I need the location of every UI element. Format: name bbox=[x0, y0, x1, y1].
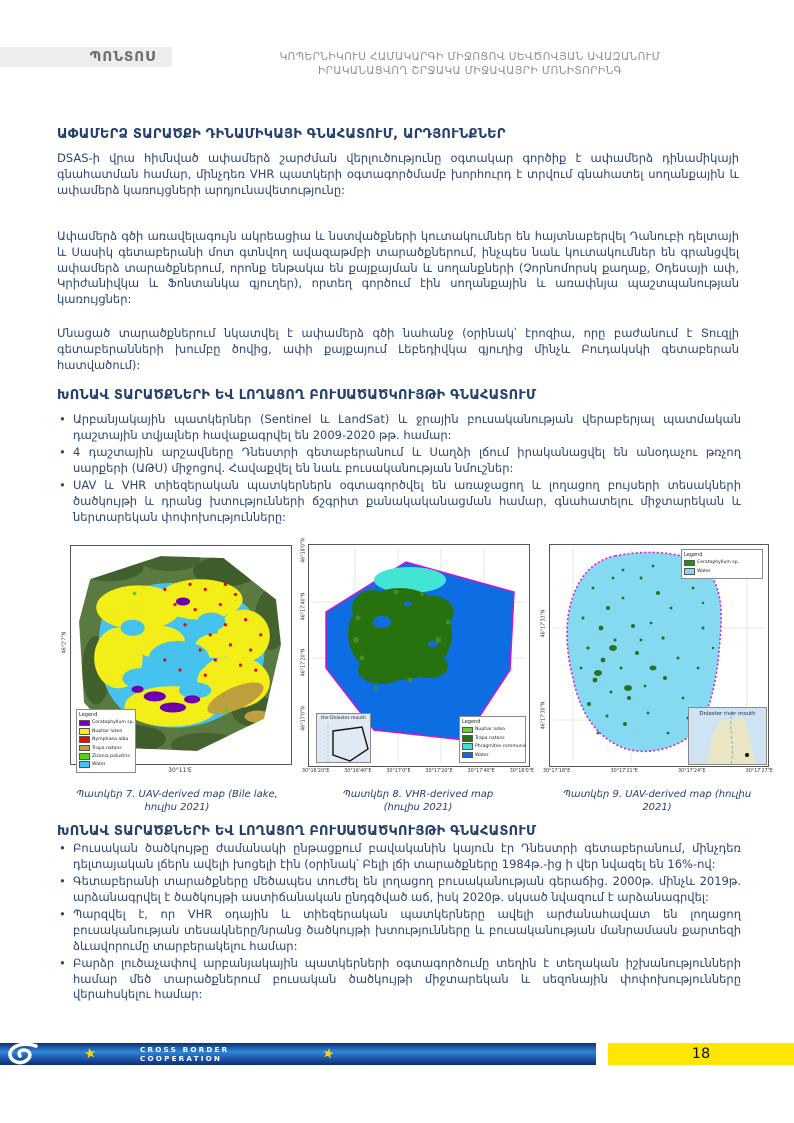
legend-swatch bbox=[684, 568, 695, 575]
legend-row bbox=[79, 745, 133, 752]
bullet-item: • Պարզվել է, որ VHR օդային և տիեզերական պատկերները ավելի արժանահավատ են լողացող բուսականության տեսակները/նրանց ծածկույթի խտությունները և բուսականության մանրամասն քարտեզի ձևավորումը տարբերակելու համար: bbox=[57, 907, 741, 954]
page-number-box bbox=[608, 1043, 794, 1065]
legend-label: Zizania palustris bbox=[92, 753, 130, 759]
fig9-inset-river bbox=[692, 711, 767, 765]
fig8-inset-label: the Dniester mouth bbox=[321, 716, 366, 721]
fig8-x-tick: 30°18'0"E bbox=[509, 769, 534, 774]
fig8-y-tick: 46°18'0"N bbox=[301, 538, 307, 563]
fig9-legend bbox=[681, 549, 763, 579]
legend-swatch bbox=[684, 560, 695, 567]
legend-swatch bbox=[79, 753, 90, 760]
fig8-legend bbox=[459, 716, 526, 763]
fig9-map-frame bbox=[549, 544, 769, 767]
fig9-inset-label: Dniester river mouth bbox=[699, 711, 756, 717]
figure-8 bbox=[296, 520, 540, 788]
bullet-item: • Արբանյակային պատկերներ (Sentinel և LandSat) և ջրային բուսականության վերաբերյալ պատմական դաշտային տվյալներ հավաքագրվել են 2009-2020 թթ. համար: bbox=[57, 412, 741, 443]
fig9-x-tick: 30°17'18"E bbox=[543, 769, 571, 774]
legend-row bbox=[684, 560, 760, 567]
figure-captions-row bbox=[58, 788, 774, 814]
legend-label: Nuphar lutea bbox=[92, 728, 122, 734]
fig8-y-tick: 46°17'0"N bbox=[301, 706, 307, 731]
legend-row bbox=[462, 727, 523, 734]
fig9-x-tick: 30°17'24"E bbox=[678, 769, 706, 774]
fig9-x-tick: 30°17'21"E bbox=[610, 769, 638, 774]
fig8-x-tick: 30°17'0"E bbox=[386, 769, 411, 774]
star-icon: ★ bbox=[82, 1045, 98, 1063]
legend-row bbox=[79, 728, 133, 735]
pontos-logo-text: ՊՈՆՏՈՍ bbox=[89, 49, 156, 65]
legend-row bbox=[462, 743, 527, 750]
legend-swatch bbox=[79, 736, 90, 743]
legend-label: Water bbox=[475, 752, 489, 758]
fig7-y-axis-label: 46°2'7"N bbox=[62, 631, 68, 654]
footer-program-name bbox=[140, 1046, 229, 1063]
legend-label: Nuphar lutea bbox=[475, 727, 505, 733]
fig9-y-tick: 46°17'33"N bbox=[541, 609, 547, 638]
section1-paragraph-2: Ափամերձ գծի առավելագույն ակրեացիա և նստվածքների կուտակումներ են հայտնաբերվել Դանուբի դելտայի և Սասիկ գետաբերանի մոտ գտնվող ավազաթմբի տարածքներում, ինչպես նաև կուտակումներ են գրանցվել ափամերձ տարածքներում, որոնք ենթակա են քայքայման և սողանքների (Չորնոմորսկ քաղաք, Օդեսայի ափ, Կրիժանիվկա և Ֆոնտանկա գյուղեր), որտեղ գործում էին սողանքային և առափնյա պաշտպանության կառույցներ: bbox=[57, 229, 739, 307]
legend-row bbox=[684, 568, 760, 575]
header-line1: ԿՈՊԵՐՆԻԿՈՒՍ ՀԱՄԱԿԱՐԳԻ ՄԻՋՈՑՈՎ ՍԵՎԾՈՎՅԱՆ ԱՎԱԶԱՆՈՒՄ bbox=[279, 51, 661, 63]
fig9-legend-title: Legend bbox=[684, 552, 703, 558]
bullet-item: • Բուսական ծածկույթը ժամանակի ընթացքում բավականին կայուն էր Դնեստրի գետաբերանում, մինչդեռ դելտայական լճերն ավելի խոցելի էին (օրինակ՝ Բելի լճի տարածքները 1984թ.-ից ի վեր նվազել են 16%-ով: bbox=[57, 841, 741, 872]
legend-row bbox=[79, 753, 133, 760]
fig8-y-tick: 46°17'40"N bbox=[301, 592, 307, 621]
legend-label: Nymphaea alba bbox=[92, 737, 129, 743]
fig8-x-axis-ticks bbox=[302, 769, 534, 774]
section1-paragraph-3: Մնացած տարածքներում նկատվել է ափամերձ գծի նահանջ (օրինակ՝ էրոզիա, որը բաժանում է Տուզլի գետաբերանների խումբը ծովից, ափի քայքայում Լեբեդիվկա գյուղից մինչև Բուդակսկի գետաբերան հատվածում): bbox=[57, 326, 739, 372]
legend-label: Ceratophyllum sp. bbox=[92, 720, 135, 726]
fig9-x-axis-ticks bbox=[543, 769, 773, 774]
section2-title: ԽՈՆԱՎ ՏԱՐԱԾՔՆԵՐԻ ԵՎ ԼՈՂԱՑՈՂ ԲՈՒՍԱԾԱԾԿՈՒՅԹԻ ԳՆԱՀԱՏՈՒՄ bbox=[57, 388, 537, 403]
fig7-legend-title: Legend bbox=[79, 712, 98, 718]
header-title-block bbox=[235, 50, 705, 78]
fig8-x-tick: 30°16'40"E bbox=[344, 769, 372, 774]
legend-row bbox=[79, 720, 133, 727]
header-logo-box bbox=[0, 47, 172, 67]
legend-label: Water bbox=[92, 762, 106, 768]
section3-bullet-list bbox=[57, 841, 741, 1005]
header-line2: ԻՐԱԿԱՆԱՑՎՈՂ ՇՐՋԱԿԱ ՄԻՋԱՎԱՅՐԻ ՄՈՆԻՏՈՐԻՆԳ bbox=[318, 65, 622, 77]
legend-row bbox=[462, 735, 523, 742]
fig7-caption: Պատկեր 7. UAV-derived map (Bile lake, հուլիս 2021) bbox=[76, 789, 278, 813]
bullet-item: • 4 դաշտային արշավները Դնեստրի գետաբերանում և Սաղձի լճում իրականացվել են անօդաչու թռչող սարքերի (ԱԹՍ) միջոցով. Հավաքվել են նաև բուսականության նմուշներ: bbox=[57, 445, 741, 476]
legend-swatch bbox=[79, 720, 90, 727]
legend-label: Water bbox=[697, 568, 711, 574]
fig8-x-tick: 30°16'20"E bbox=[302, 769, 330, 774]
figure-7 bbox=[56, 520, 298, 788]
fig8-legend-title: Legend bbox=[462, 719, 481, 725]
bullet-item: • Բարձր լուծաչափով արբանյակային պատկերների օգտագործումը տեղին է տեղական իշխանությունների համար մեծ տարածքներում բուսական ծածկույթի միջտարեկան և սեզոնային փոփոխությունները վերահսկելու համար: bbox=[57, 956, 741, 1003]
legend-swatch bbox=[79, 728, 90, 735]
footer-banner bbox=[0, 1043, 596, 1065]
legend-swatch bbox=[462, 727, 473, 734]
legend-swatch bbox=[462, 743, 473, 750]
fig8-y-tick: 46°17'20"N bbox=[301, 648, 307, 677]
section3-title: ԽՈՆԱՎ ՏԱՐԱԾՔՆԵՐԻ ԵՎ ԼՈՂԱՑՈՂ ԲՈՒՍԱԾԱԾԿՈՒՅԹԻ ԳՆԱՀԱՏՈՒՄ bbox=[57, 824, 537, 839]
fig9-x-tick: 30°17'27"E bbox=[745, 769, 773, 774]
fig7-legend bbox=[76, 709, 136, 773]
fig9-y-tick: 46°17'30"N bbox=[541, 701, 547, 730]
legend-label: Trapa natans bbox=[475, 735, 505, 741]
fig8-map-frame bbox=[308, 544, 530, 767]
footer-line1: CROSS BORDER bbox=[140, 1045, 230, 1054]
bullet-item: • UAV և VHR տիեզերական պատկերներն օգտագործվել են առաջացող և լողացող բույսերի տեսակների ծածկույթի և դրանց խտությունների ճշգրիտ քանակականացման համար, գնահատելու միջտարեկան և ներտարեկան փոփոխությունները: bbox=[57, 478, 741, 525]
fig8-caption: Պատկեր 8. VHR-derived map (հուլիս 2021) bbox=[342, 789, 494, 813]
fig7-x-axis-label: 30°11'E bbox=[168, 767, 192, 774]
legend-row bbox=[462, 752, 523, 759]
fig9-caption: Պատկեր 9. UAV-derived map (հուլիս 2021) bbox=[562, 789, 752, 813]
fig8-inset-outline bbox=[320, 717, 371, 763]
star-icon: ★ bbox=[320, 1044, 337, 1064]
legend-swatch bbox=[462, 752, 473, 759]
fig8-inset-map bbox=[316, 713, 371, 763]
page-number: 18 bbox=[691, 1046, 711, 1062]
footer-line2: COOPERATION bbox=[140, 1053, 223, 1063]
section1-paragraph-1: DSAS-ի վրա հիմնված ափամերձ շարժման վերլուծությունը օգտակար գործիք է ափամերձ դինամիկայի գնահատման համար, մինչդեռ VHR պատկերի օգտագործմամբ խորհուրդ է տրվում գնահատել սողանքային և ափամերձ կառույցների արդյունավետությունը: bbox=[57, 151, 739, 197]
swirl-logo-icon bbox=[4, 1043, 48, 1065]
section2-bullet-list bbox=[57, 412, 741, 527]
legend-swatch bbox=[462, 735, 473, 742]
fig7-map-frame bbox=[70, 545, 292, 768]
section1-title: ԱՓԱՄԵՐՁ ՏԱՐԱԾՔԻ ԴԻՆԱՄԻԿԱՅԻ ԳՆԱՀԱՏՈՒՄ, ԱՐԴՅՈՒՆՔՆԵՐ bbox=[57, 127, 506, 142]
figure-9 bbox=[536, 520, 776, 788]
fig9-inset-map bbox=[688, 707, 767, 765]
bullet-item: • Գետաբերանի տարածքները մեծապես տուժել են լողացող բուսականության գերաճից. 2000թ. մինչև 2019թ. արձանագրվել է ծածկույթի աստիճանական ընդգծված աճ, իսկ 2020թ. սկսած նվազում է արձանագրվել: bbox=[57, 874, 741, 905]
legend-row bbox=[79, 736, 133, 743]
legend-label: Ceratophyllum sp. bbox=[697, 560, 740, 566]
fig8-x-tick: 30°17'20"E bbox=[425, 769, 453, 774]
legend-label: Trapa natans bbox=[92, 745, 122, 751]
fig8-x-tick: 30°17'40"E bbox=[467, 769, 495, 774]
legend-swatch bbox=[79, 745, 90, 752]
legend-label: Phragmites communis bbox=[475, 744, 527, 750]
